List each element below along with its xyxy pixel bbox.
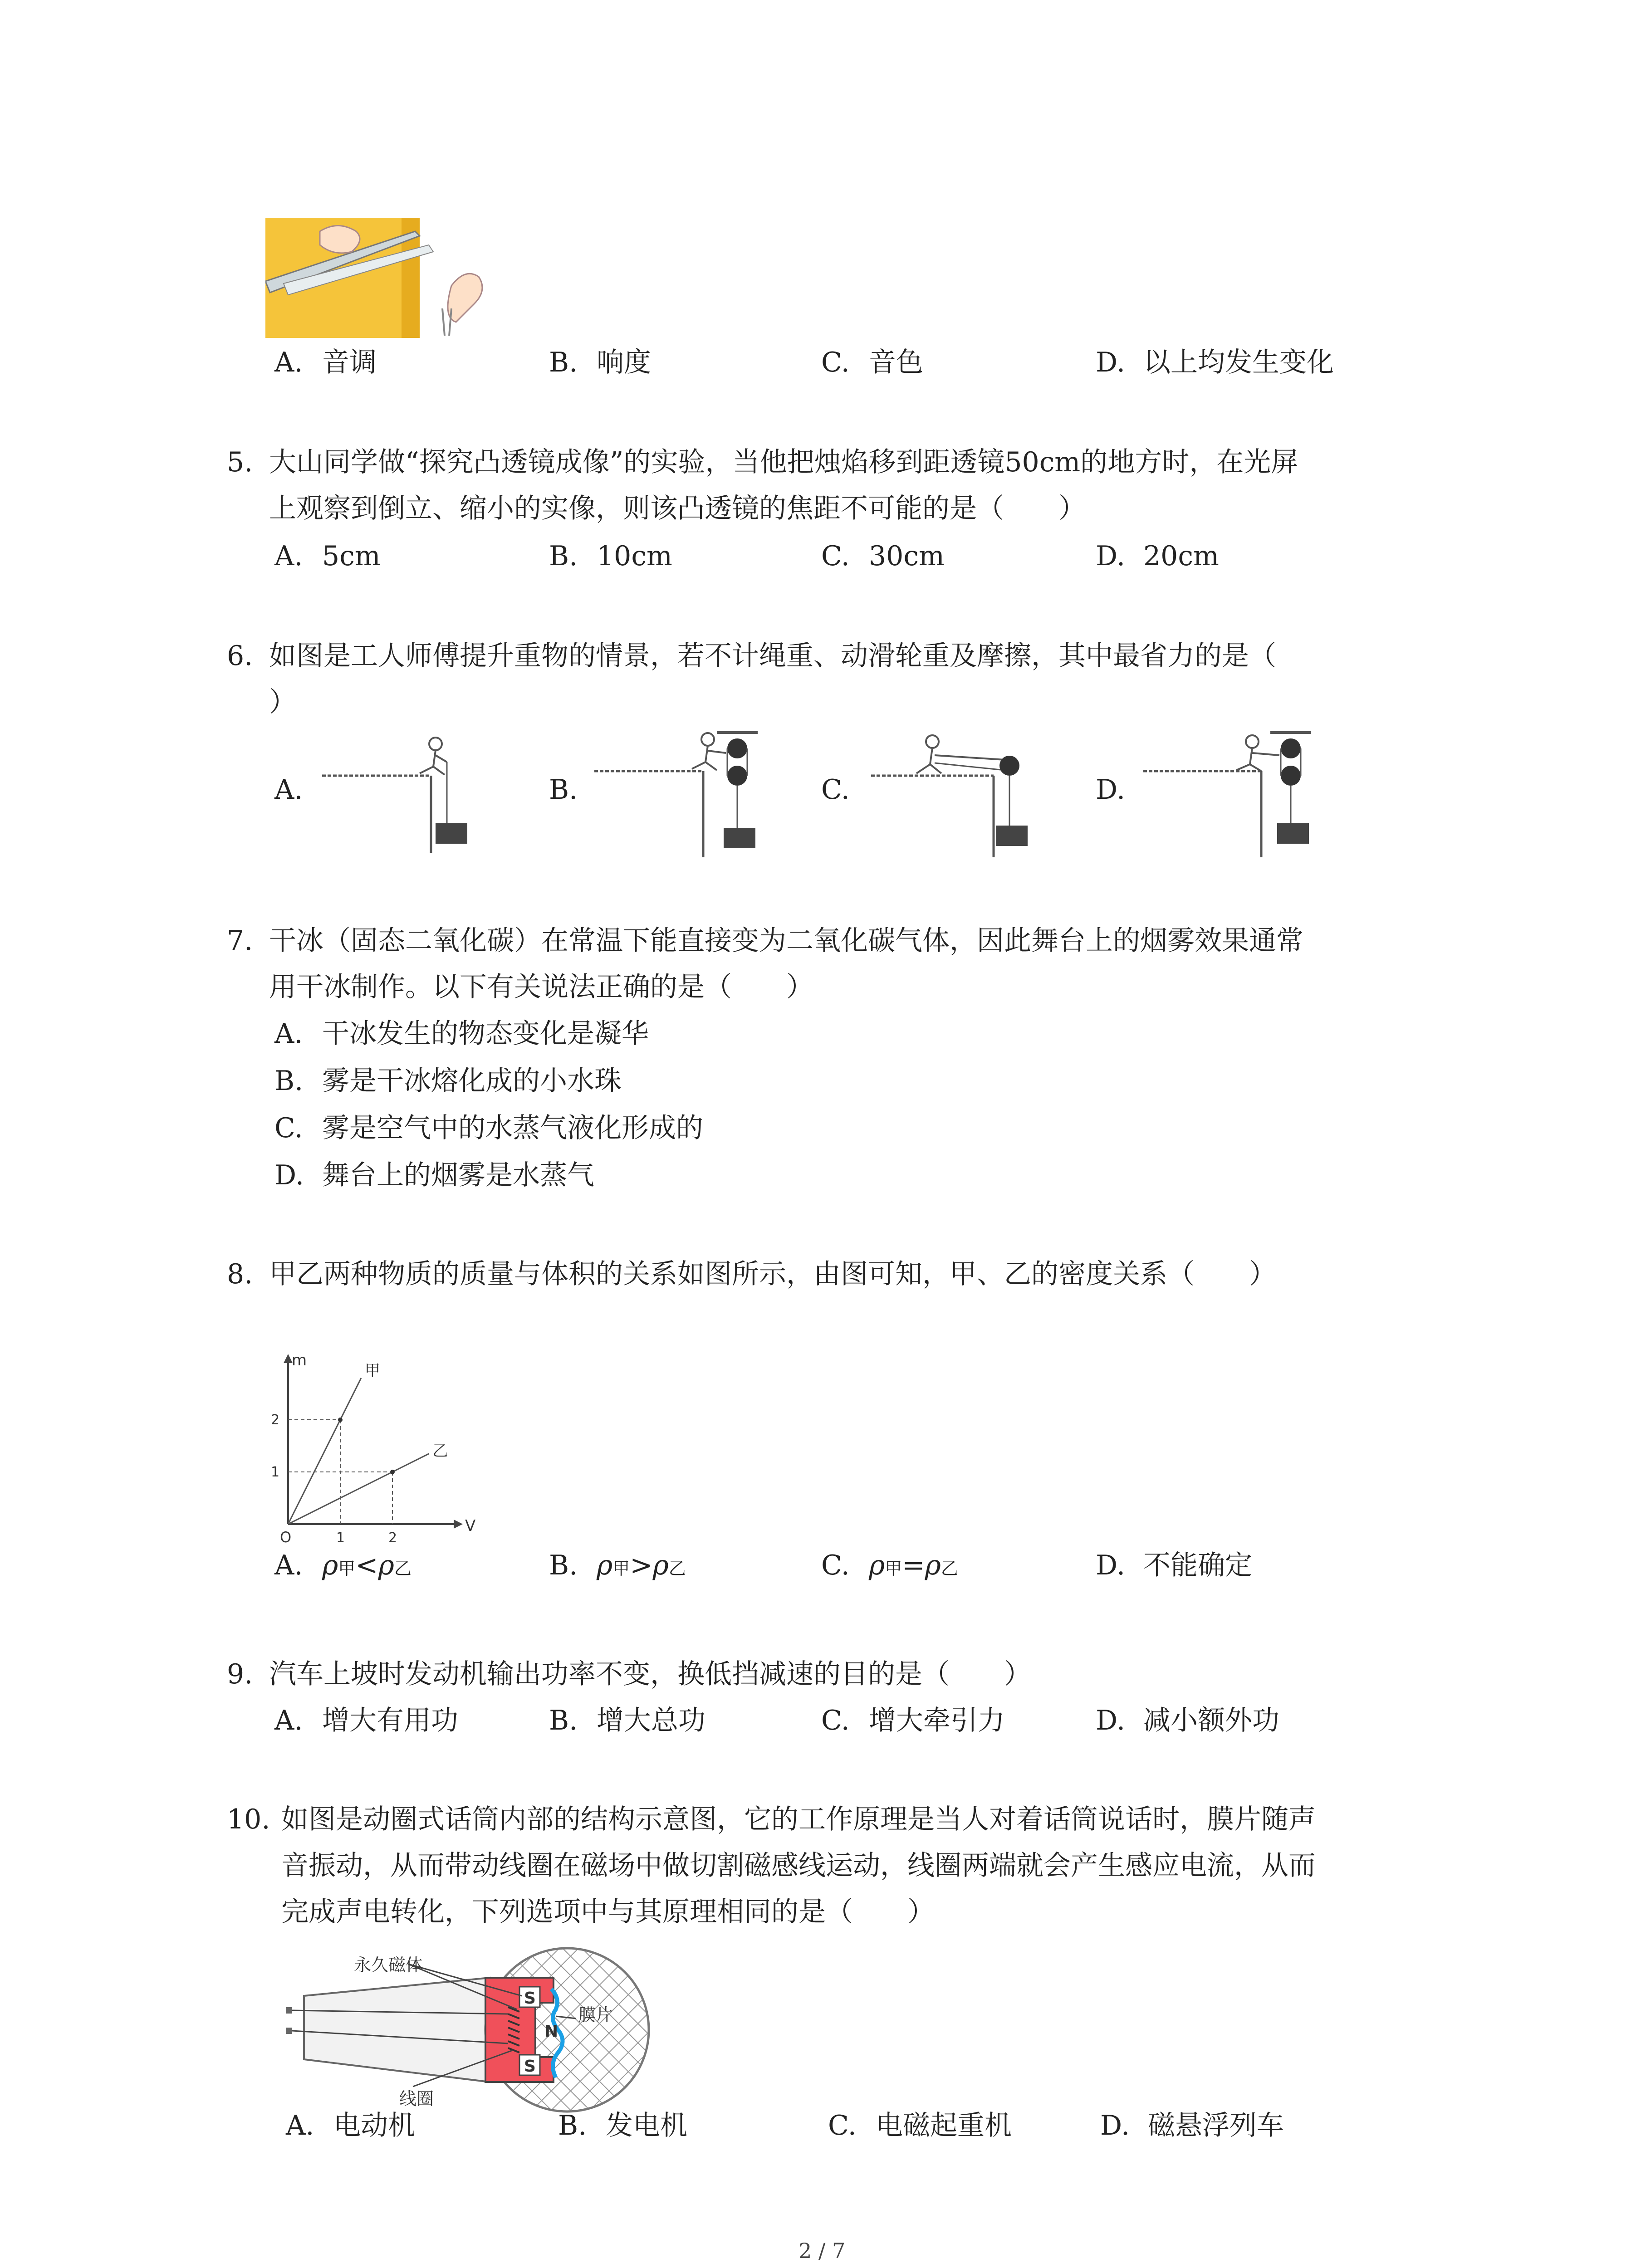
q5-option-a[interactable]: A. 5cm [274,540,381,572]
pulley-figure-a [322,735,495,857]
pulley-figure-c [871,730,1062,862]
x-tick-label-1: 1 [336,1530,345,1546]
q5-number: 5. [227,446,253,478]
y-axis-label: m [292,1351,307,1369]
q10-number: 10. [227,1804,270,1835]
series-line-yi [288,1454,429,1524]
q10-option-b[interactable]: B. 发电机 [558,2110,687,2141]
q10-text-line2: 音振动，从而带动线圈在磁场中做切割磁感线运动，线圈两端就会产生感应电流，从而 [281,1850,1316,1882]
series-label-yi: 乙 [432,1442,448,1460]
q7-number: 7. [227,925,253,957]
q7-option-c[interactable]: C. 雾是空气中的水蒸气液化形成的 [274,1112,703,1144]
q8-option-a[interactable]: A. ρ甲<ρ乙 [274,1549,411,1581]
q5-option-b[interactable]: B. 10cm [549,540,672,572]
x-tick-label-2: 2 [388,1530,397,1546]
q4-option-a[interactable]: A. 音调 [274,347,377,378]
microphone-diagram [272,1946,671,2118]
page-number: 2 / 7 [798,2239,846,2263]
pulley-figure-b [594,730,767,862]
q9-option-b[interactable]: B. 增大总功 [549,1705,705,1736]
q7-option-a[interactable]: A. 干冰发生的物态变化是凝华 [274,1018,649,1050]
x-axis-label: V [465,1517,476,1535]
q9-option-c[interactable]: C. 增大牵引力 [821,1705,1005,1736]
magnet-label: 永久磁体 [354,1955,423,1975]
magnet-s-bottom-label: S [524,2057,536,2076]
q10-option-c[interactable]: C. 电磁起重机 [828,2110,1012,2141]
q8-number: 8. [227,1258,253,1290]
q9-option-d[interactable]: D. 减小额外功 [1096,1705,1279,1736]
q7-option-b[interactable]: B. 雾是干冰熔化成的小水珠 [274,1065,622,1097]
q5-text-line2: 上观察到倒立、缩小的实像，则该凸透镜的焦距不可能的是（ ） [269,493,1086,524]
q6-option-a[interactable]: A. [274,774,303,806]
pulley-figure-d [1143,730,1325,862]
y-tick-label-1: 1 [271,1464,280,1480]
y-tick-label-2: 2 [271,1412,280,1428]
series-point-yi [390,1470,395,1474]
q8-option-d[interactable]: D. 不能确定 [1096,1549,1252,1581]
q9-number: 9. [227,1658,253,1690]
series-line-jia [288,1378,361,1524]
q6-option-d[interactable]: D. [1096,774,1126,806]
q6-number: 6. [227,640,253,672]
q7-text-line2: 用干冰制作。以下有关说法正确的是（ ） [269,971,813,1003]
coil-label: 线圈 [399,2089,434,2109]
q6-option-c[interactable]: C. [821,774,850,806]
origin-label: O [280,1529,292,1546]
q4-option-c[interactable]: C. 音色 [821,347,923,378]
q8-option-b[interactable]: B. ρ甲>ρ乙 [549,1549,686,1581]
q7-text-line1: 干冰（固态二氧化碳）在常温下能直接变为二氧化碳气体，因此舞台上的烟雾效果通常 [269,925,1303,957]
q6-text-line2: ） [269,686,296,718]
x-axis-arrow [454,1520,463,1529]
series-label-jia: 甲 [365,1362,380,1380]
q10-text-line3: 完成声电转化，下列选项中与其原理相同的是（ ） [281,1896,935,1928]
mass-volume-chart [268,1334,522,1547]
magnet-s-top-label: S [524,1989,536,2008]
q9-option-a[interactable]: A. 增大有用功 [274,1705,458,1736]
q7-option-d[interactable]: D. 舞台上的烟雾是水蒸气 [274,1159,594,1191]
q5-option-c[interactable]: C. 30cm [821,540,945,572]
q10-text-line1: 如图是动圈式话筒内部的结构示意图，它的工作原理是当人对着话筒说话时，膜片随声 [281,1804,1316,1835]
q4-option-b[interactable]: B. 响度 [549,347,651,378]
q9-text-line1: 汽车上坡时发动机输出功率不变，换低挡减速的目的是（ ） [269,1658,1031,1690]
q5-text-line1: 大山同学做“探究凸透镜成像”的实验，当他把烛焰移到距透镜50cm的地方时，在光屏 [269,446,1298,478]
ruler-on-table-figure [265,218,497,338]
q4-option-d[interactable]: D. 以上均发生变化 [1096,347,1334,378]
q6-option-b[interactable]: B. [549,774,578,806]
q10-option-a[interactable]: A. 电动机 [286,2110,415,2141]
q6-text-line1: 如图是工人师傅提升重物的情景，若不计绳重、动滑轮重及摩擦，其中最省力的是（ [269,640,1276,672]
membrane-label: 膜片 [578,2005,613,2025]
series-point-jia [338,1418,343,1422]
q8-text-line1: 甲乙两种物质的质量与体积的关系如图所示，由图可知，甲、乙的密度关系（ ） [269,1258,1276,1290]
y-axis-arrow [284,1354,293,1363]
q8-option-c[interactable]: C. ρ甲=ρ乙 [821,1549,958,1581]
q5-option-d[interactable]: D. 20cm [1096,540,1219,572]
q10-option-d[interactable]: D. 磁悬浮列车 [1100,2110,1284,2141]
magnet-n-label: N [544,2022,558,2041]
